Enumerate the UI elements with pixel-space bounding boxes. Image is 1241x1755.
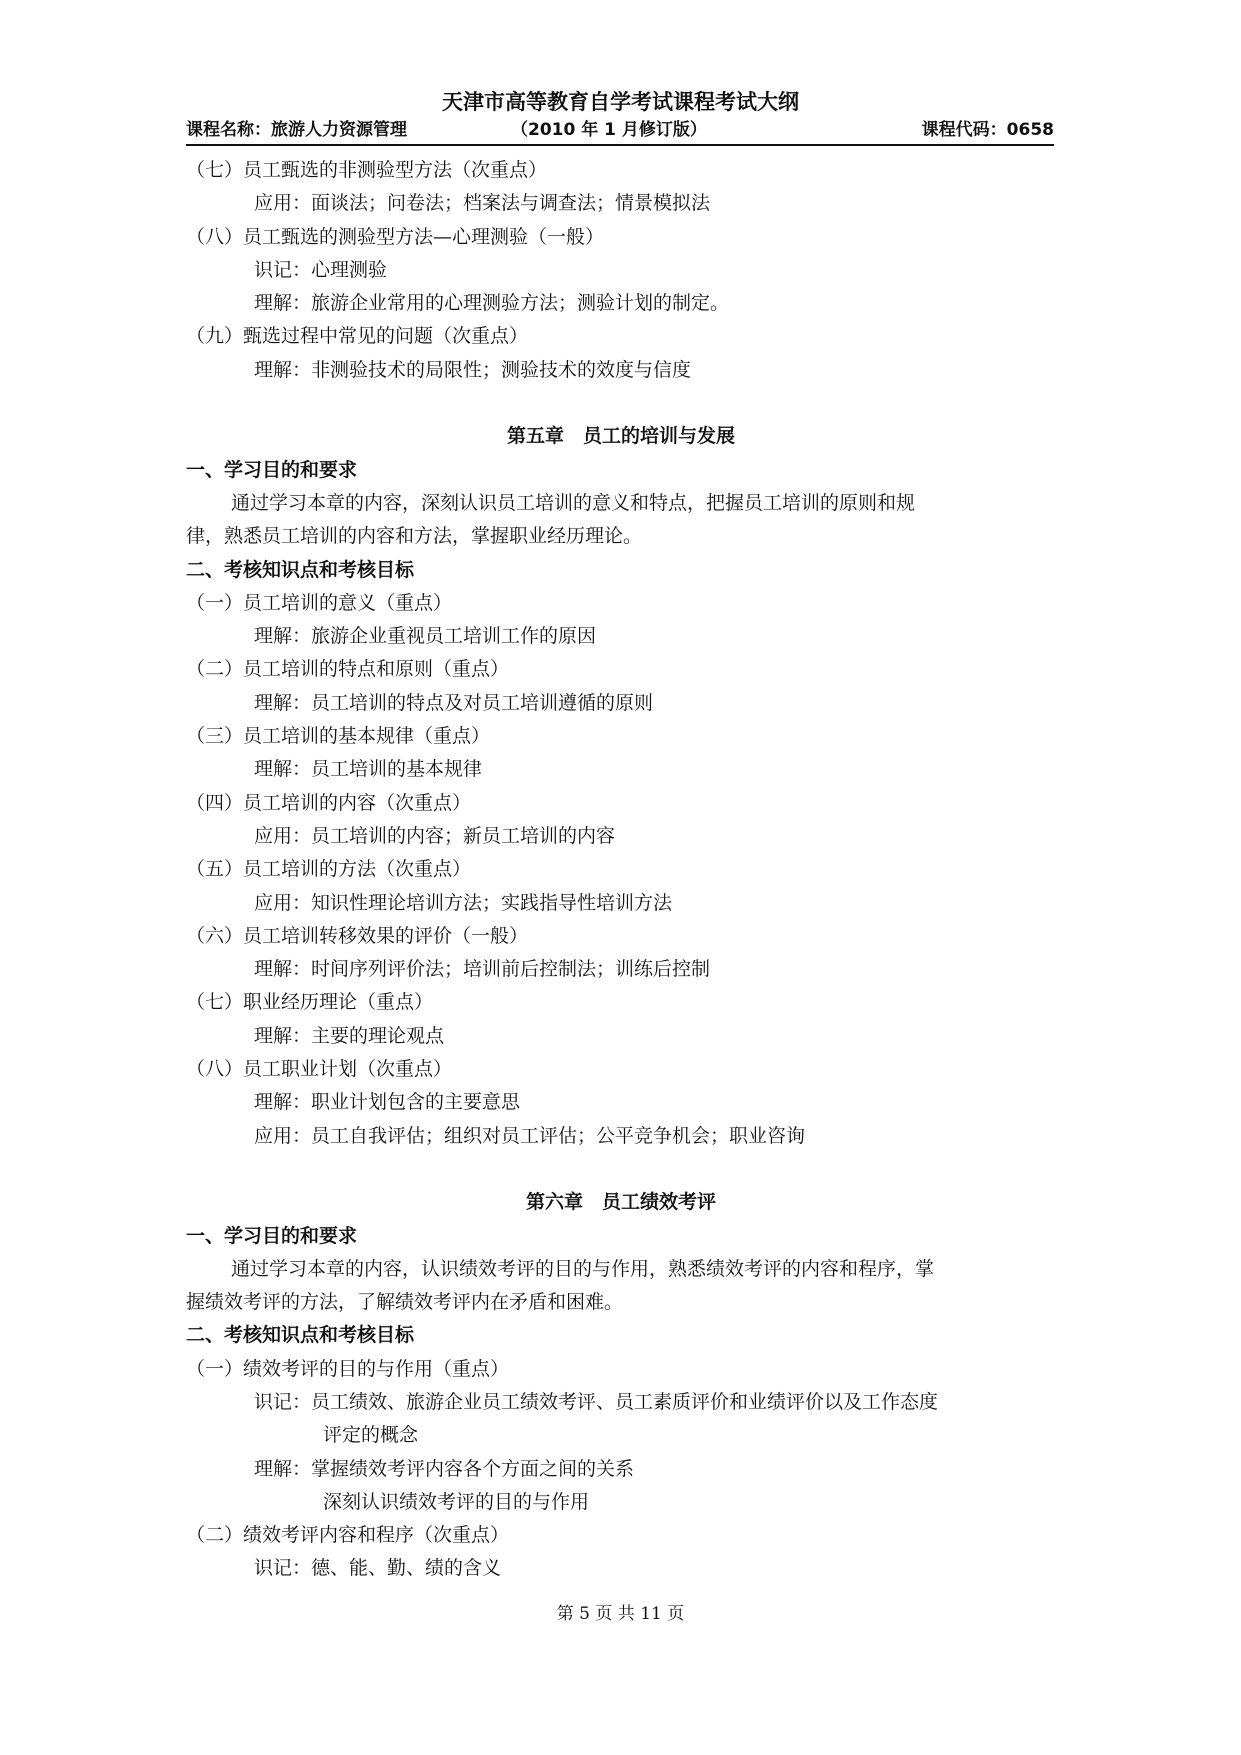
section-heading: 一、学习目的和要求 <box>186 1224 358 1247</box>
chapter-heading: 第五章 员工的培训与发展 <box>506 425 735 448</box>
course-name: 课程名称：旅游人力资源管理 <box>186 120 407 140</box>
document-meta-bar <box>186 116 1054 146</box>
outline-detail: 识记：心理测验 <box>254 258 388 281</box>
outline-detail-continuation: 深刻认识绩效考评的目的与作用 <box>323 1490 590 1513</box>
outline-item: （八）员工甄选的测验型方法—心理测验（一般） <box>186 225 605 248</box>
outline-item: （二）绩效考评内容和程序（次重点） <box>186 1524 510 1547</box>
section-heading: 二、考核知识点和考核目标 <box>186 1324 415 1347</box>
outline-detail-continuation: 评定的概念 <box>323 1424 419 1447</box>
outline-detail: 理解：主要的理论观点 <box>254 1024 445 1047</box>
outline-item: （五）员工培训的方法（次重点） <box>186 858 472 881</box>
outline-item: （四）员工培训的内容（次重点） <box>186 791 472 814</box>
outline-detail: 应用：面谈法；问卷法；档案法与调查法；情景模拟法 <box>254 192 711 215</box>
section-heading: 一、学习目的和要求 <box>186 458 358 481</box>
paragraph-line: 通过学习本章的内容，深刻认识员工培训的意义和特点，把握员工培训的原则和规 <box>231 491 916 514</box>
outline-item: （二）员工培训的特点和原则（重点） <box>186 658 510 681</box>
outline-item: （一）员工培训的意义（重点） <box>186 591 453 614</box>
edition-label: （2010 年 1 月修订版） <box>511 120 707 140</box>
document-title: 天津市高等教育自学考试课程考试大纲 <box>442 90 799 114</box>
paragraph-line: 律，熟悉员工培训的内容和方法，掌握职业经历理论。 <box>186 525 643 548</box>
chapter-heading: 第六章 员工绩效考评 <box>525 1191 716 1214</box>
blank-line <box>186 387 1056 420</box>
outline-detail: 应用：员工自我评估；组织对员工评估；公平竞争机会；职业咨询 <box>254 1124 806 1147</box>
outline-item: （九）甄选过程中常见的问题（次重点） <box>186 325 529 348</box>
outline-detail: 理解：旅游企业常用的心理测验方法；测验计划的制定。 <box>254 292 730 315</box>
course-code: 课程代码：0658 <box>921 120 1054 140</box>
outline-detail: 理解：非测验技术的局限性；测验技术的效度与信度 <box>254 358 692 381</box>
outline-detail: 理解：旅游企业重视员工培训工作的原因 <box>254 625 597 648</box>
document-body <box>186 154 1056 1586</box>
section-heading: 二、考核知识点和考核目标 <box>186 558 415 581</box>
outline-detail: 应用：知识性理论培训方法；实践指导性培训方法 <box>254 891 673 914</box>
outline-item: （三）员工培训的基本规律（重点） <box>186 725 491 748</box>
outline-detail: 理解：职业计划包含的主要意思 <box>254 1091 521 1114</box>
outline-item: （六）员工培训转移效果的评价（一般） <box>186 924 529 947</box>
outline-detail: 理解：员工培训的特点及对员工培训遵循的原则 <box>254 691 654 714</box>
outline-detail: 理解：掌握绩效考评内容各个方面之间的关系 <box>254 1457 635 1480</box>
outline-detail: 识记：德、能、勤、绩的含义 <box>254 1557 502 1580</box>
outline-detail: 应用：员工培训的内容；新员工培训的内容 <box>254 824 616 847</box>
page-number: 第 5 页 共 11 页 <box>556 1604 685 1624</box>
outline-detail: 理解：员工培训的基本规律 <box>254 758 483 781</box>
outline-detail: 理解：时间序列评价法；培训前后控制法；训练后控制 <box>254 958 711 981</box>
outline-detail: 识记：员工绩效、旅游企业员工绩效考评、员工素质评价和业绩评价以及工作态度 <box>254 1390 939 1413</box>
paragraph-line: 通过学习本章的内容，认识绩效考评的目的与作用，熟悉绩效考评的内容和程序，掌 <box>231 1257 935 1280</box>
outline-item: （一）绩效考评的目的与作用（重点） <box>186 1357 510 1380</box>
outline-item: （八）员工职业计划（次重点） <box>186 1058 453 1081</box>
outline-item: （七）职业经历理论（重点） <box>186 991 434 1014</box>
paragraph-line: 握绩效考评的方法，了解绩效考评内在矛盾和困难。 <box>186 1291 624 1314</box>
blank-line <box>186 1153 1056 1186</box>
outline-item: （七）员工甄选的非测验型方法（次重点） <box>186 159 548 181</box>
